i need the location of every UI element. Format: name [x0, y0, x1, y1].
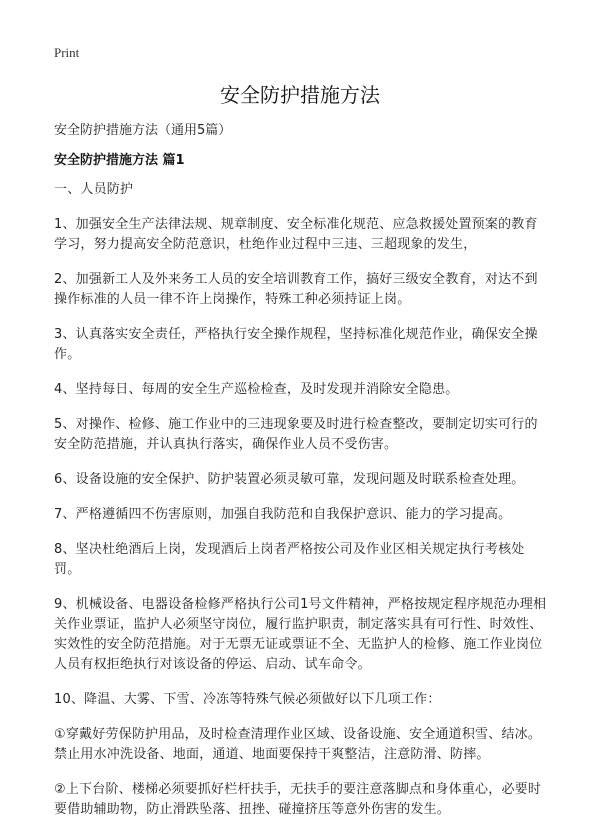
body-paragraph: 4、坚持每日、每周的安全生产巡检检查，及时发现并消除安全隐患。 [54, 382, 459, 397]
body-paragraph: 8、坚决杜绝酒后上岗，发现酒后上岗者严格按公司及作业区相关规定执行考核处罚。 [54, 542, 525, 577]
body-paragraph: ②上下台阶、楼梯必须要抓好栏杆扶手，无扶手的要注意落脚点和身体重心，必要时要借助辅助物，防止滑跌坠落、扭挫、碰撞挤压等意外伤害的发生。 [54, 782, 542, 817]
body-paragraph: 7、严格遵循四不伤害原则，加强自我防范和自我保护意识、能力的学习提高。 [54, 507, 512, 522]
body-paragraph: 5、对操作、检修、施工作业中的三违现象要及时进行检查整改，要制定切实可行的安全防范措施，并认真执行落实，确保作业人员不受伤害。 [54, 417, 538, 452]
body-paragraph: 3、认真落实安全责任，严格执行安全操作规程，坚持标准化规范作业，确保安全操作。 [54, 327, 538, 362]
body-paragraph: 9、机械设备、电器设备检修严格执行公司1号文件精神，严格按规定程序规范办理相关作业票证，监护人必须坚守岗位，履行监护职责，制定落实具有可行性、时效性、实效性的安全防范措施。对于无票无证或票证不全、无监护人的检修、施工作业岗位人员有权拒绝执行对该设备的停运、启动、试车命令。 [54, 597, 547, 672]
document-title: 安全防护措施方法 [220, 83, 380, 107]
print-label[interactable]: Print [54, 45, 80, 60]
body-paragraph: 1、加强安全生产法律法规、规章制度、安全标准化规范、应急救援处置预案的教育学习，努力提高安全防范意识，杜绝作业过程中三违、三超现象的发生， [54, 217, 538, 252]
document-subtitle: 安全防护措施方法（通用5篇） [54, 123, 232, 138]
body-paragraph: 2、加强新工人及外来务工人员的安全培训教育工作，搞好三级安全教育，对达不到操作标准的人员一律不许上岗操作，特殊工种必须持证上岗。 [54, 272, 538, 307]
body-paragraph: ①穿戴好劳保防护用品，及时检查清理作业区域、设备设施、安全通道积雪、结冰。禁止用水冲洗设备、地面，通道、地面要保持干爽整洁，注意防滑、防摔。 [54, 727, 542, 762]
section-heading: 安全防护措施方法 篇1 [54, 153, 185, 168]
body-paragraph: 一、人员防护 [54, 182, 134, 197]
document-body [54, 180, 550, 835]
body-paragraph: 10、降温、大雾、下雪、冷冻等特殊气候必须做好以下几项工作： [54, 692, 441, 707]
body-paragraph: 6、设备设施的安全保护、防护装置必须灵敏可靠，发现问题及时联系检查处理。 [54, 472, 525, 487]
